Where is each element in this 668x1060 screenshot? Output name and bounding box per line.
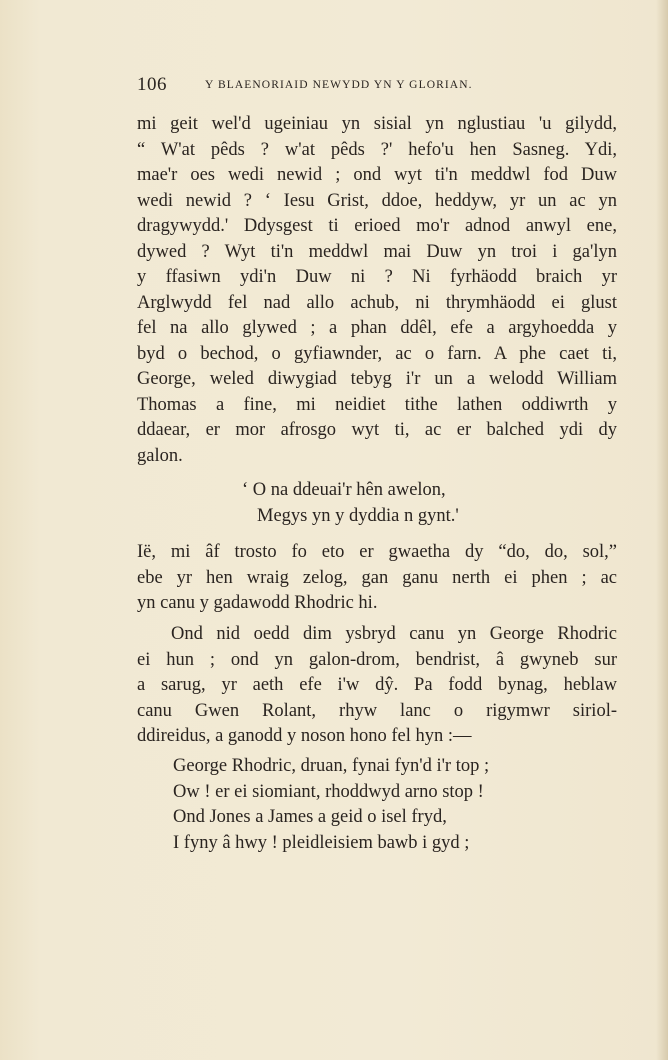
page-edge-shadow (656, 0, 668, 1060)
page-header (137, 74, 617, 98)
text-line: Arglwydd fel nad allo achub, ni thrymhäodd ei glust (137, 292, 617, 313)
verse-line: Ow ! er ei siomiant, rhoddwyd arno stop ! (173, 781, 484, 802)
text-line: “ W'at pêds ? w'at pêds ?' hefo'u hen Sasneg. Ydi, (137, 139, 617, 160)
text-line: canu Gwen Rolant, rhyw lanc o rigymwr siriol- (137, 700, 617, 721)
text-line: Ië, mi âf trosto fo eto er gwaetha dy “do, do, sol,” (137, 542, 617, 562)
text-line: byd o bechod, o gyfiawnder, ac o farn. A phe caet ti, (137, 343, 617, 364)
text-line: mi geit wel'd ugeiniau yn sisial yn nglustiau 'u gilydd, (137, 114, 617, 134)
text-line: Thomas a fine, mi neidiet tithe lathen oddiwrth y (137, 394, 617, 415)
text-line: dywed ? Wyt ti'n meddwl mai Duw yn troi i ga'lyn (137, 241, 617, 262)
text-line: fel na allo glywed ; a phan ddêl, efe a argyhoedda y (137, 318, 617, 338)
text-line: George, weled diwygiad tebyg i'r un a welodd William (137, 369, 617, 389)
text-line: galon. (137, 445, 183, 466)
text-line: ebe yr hen wraig zelog, gan ganu nerth ei phen ; ac (137, 567, 617, 588)
page-number: 106 (137, 74, 167, 95)
verse-line: Megys yn y dyddia n gynt.' (257, 506, 459, 526)
text-line: wedi newid ? ‘ Iesu Grist, ddoe, heddyw, yr un ac yn (137, 190, 617, 211)
text-line: y ffasiwn ydi'n Duw ni ? Ni fyrhäodd braich yr (137, 267, 617, 287)
text-line: mae'r oes wedi newid ; ond wyt ti'n meddwl fod Duw (137, 165, 617, 185)
text-line: dragywydd.' Ddysgest ti erioed mo'r adnod anwyl ene, (137, 216, 617, 236)
text-line: Ond nid oedd dim ysbryd canu yn George Rhodric (171, 624, 617, 644)
text-line: ddireidus, a ganodd y noson hono fel hyn :— (137, 726, 472, 746)
text-line: a sarug, yr aeth efe i'w dŷ. Pa fodd bynag, heblaw (137, 675, 617, 695)
running-title: Y BLAENORIAID NEWYDD YN Y GLORIAN. (205, 79, 473, 91)
text-line: ei hun ; ond yn galon-drom, bendrist, â gwyneb sur (137, 649, 617, 670)
text-line: ddaear, er mor afrosgo wyt ti, ac er balched ydi dy (137, 420, 617, 440)
verse-line: George Rhodric, druan, fynai fyn'd i'r top ; (173, 756, 490, 776)
verse-line: Ond Jones a James a geid o isel fryd, (173, 807, 447, 827)
verse-line: ‘ O na ddeuai'r hên awelon, (242, 480, 446, 500)
text-line: yn canu y gadawodd Rhodric hi. (137, 593, 378, 613)
verse-line: I fyny â hwy ! pleidleisiem bawb i gyd ; (173, 832, 470, 853)
